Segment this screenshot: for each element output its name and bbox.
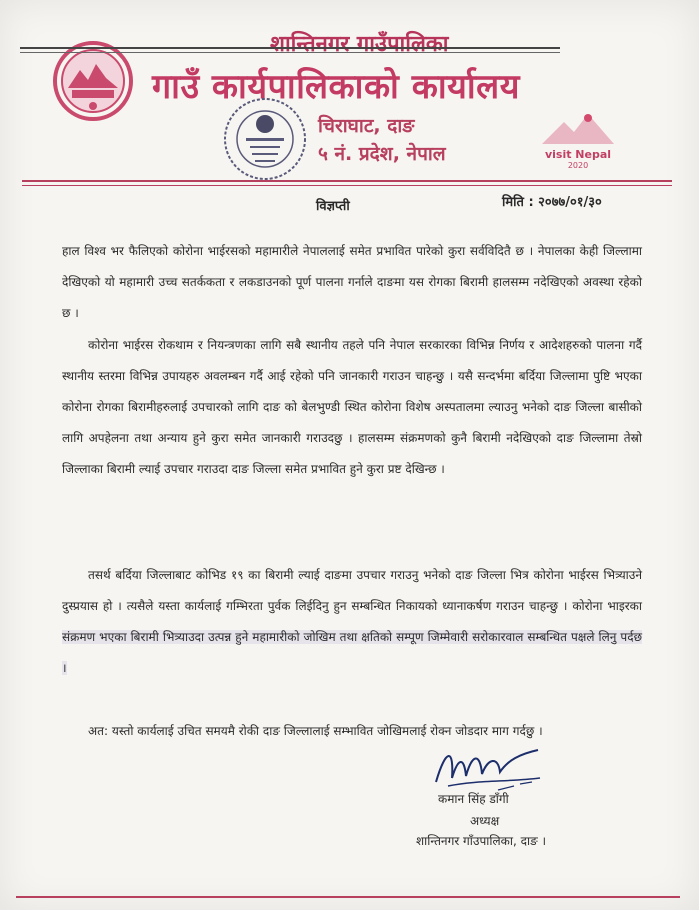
body-paragraph-3 [62, 560, 642, 684]
header-divider-thin [22, 185, 672, 186]
signatory-role: अध्यक्ष [470, 814, 500, 828]
signatory-name: कमान सिंह डाँगी [438, 792, 509, 806]
header-divider [22, 180, 672, 182]
top-divider [20, 47, 560, 49]
body-paragraph-2 [62, 330, 642, 485]
footer-divider [16, 896, 680, 898]
notice-date: मिति : २०७७/०१/३० [502, 195, 602, 210]
visit-nepal-logo [538, 108, 618, 172]
paragraph-2-text: कोरोना भाईरस रोकथाम र नियन्त्रणका लागि सबै स्थानीय तहले पनि नेपाल सरकारका विभिन्न निर्णय र आदेशहरुको पालना गर्दै स्थानीय स्तरमा विभिन्न उपायहरु अवलम्बन गर्दै आई रहेको पनि जानकारी गराउन चाहन्छु । यसै सन्दर्भमा बर्दिया जिल्लामा पुष्टि भएका कोरोना रोगका बिरामीहरुलाई उपचारको लागि दाङ को बेलभुण्डी स्थित कोरोना विशेष अस्पतालमा ल्याउनु भनेको दाङ जिल्ला बासीको लागि अपहेलना तथा अन्याय हुने कुरा समेत जानकारी गराउदछु । हालसम्म संक्रमणको कुनै बिरामी नदेखिएको दाङ जिल्लामा तेस्रो जिल्लाका बिरामी ल्याई उपचार गराउदा दाङ जिल्ला समेत प्रभावित हुने कुरा प्रष्ट देखिन्छ । [62, 338, 642, 476]
notice-heading: विज्ञप्ती [316, 199, 350, 214]
body-paragraph-1 [62, 236, 642, 329]
office-title: गाउँ कार्यपालिकाको कार्यालय [152, 67, 520, 107]
paragraph-3-highlighted-text: संक्रमण भएका बिरामी भित्र्याउदा उत्पन्न हुने महामारीको जोखिम तथा क्षतिको सम्पूण जिम्मेवारी सरोकारवाल सम्बन्धित पक्षले लिनु पर्दछ । [62, 630, 642, 675]
address-line-1: चिराघाट, दाङ [318, 115, 415, 137]
body-paragraph-4 [62, 716, 642, 747]
municipality-name: शान्तिनगर गाउँपालिका [270, 32, 449, 57]
visit-nepal-year: 2020 [567, 161, 589, 170]
paragraph-1-text: हाल विश्व भर फैलिएको कोरोना भाईरसको महामारीले नेपाललाई समेत प्रभावित पारेको कुरा सर्वविदितै छ । नेपालका केही जिल्लामा देखिएको यो महामारी उच्च सतर्ककता र लकडाउनको पूर्ण पालना गर्नाले दाङमा यस रोगका बिरामी हालसम्म नदेखिएको अवस्था रहेको छ । [62, 244, 642, 320]
visit-nepal-text: visit Nepal [544, 148, 612, 161]
signatory-organization: शान्तिनगर गाँउपालिका, दाङ । [416, 834, 547, 848]
office-stamp-icon [222, 96, 308, 182]
paragraph-4-text: अत: यस्तो कार्यलाई उचित समयमै रोकी दाङ जिल्लालाई सम्भावित जोखिमलाई रोक्न जोडदार माग गर्दछु । [88, 724, 543, 738]
paragraph-3-text: तसर्थ बर्दिया जिल्लाबाट कोभिड १९ का बिरामी ल्याई दाङमा उपचार गराउनु भनेको दाङ जिल्ला भित्र कोरोना भाईरस भित्र्याउने दुस्प्रयास हो । त्यसैले यस्ता कार्यलाई गम्भिरता पुर्वक लिईदिनु हुन सम्बन्धित निकायको ध्यानाकर्षण गराउन चाहन्छु । कोरोना भाइरका [62, 568, 642, 613]
top-divider-thin [20, 52, 560, 53]
address-line-2: ५ नं. प्रदेश, नेपाल [318, 143, 446, 165]
signature-icon [428, 738, 548, 798]
visit-nepal-mountain-icon [538, 108, 618, 148]
